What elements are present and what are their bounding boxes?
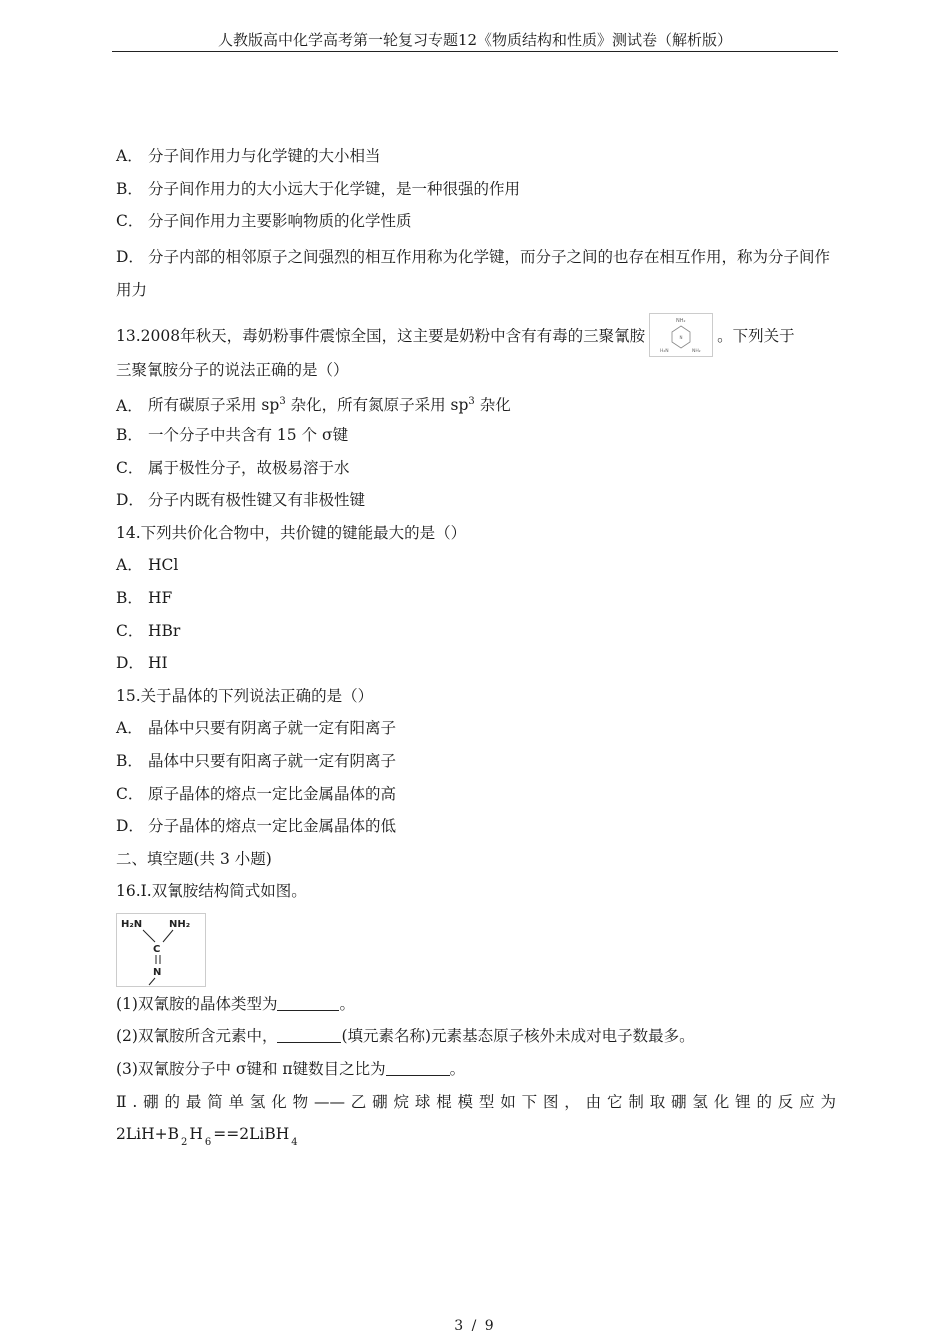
q13-option-b <box>116 422 836 455</box>
answer-blank <box>386 1061 450 1076</box>
q13-stem-tail: 。下列关于 <box>717 326 795 345</box>
option-text: 杂化 <box>474 396 511 415</box>
subscript: 2 <box>181 1137 188 1149</box>
q13-stem-text-2: 三聚氰胺分子的说法正确的是（） <box>116 360 349 379</box>
option-letter: B． <box>116 425 143 444</box>
page-number: 3 / 9 <box>454 1318 496 1334</box>
q16-part1 <box>116 991 836 1024</box>
option-text: 晶体中只要有阴离子就一定有阳离子 <box>148 719 397 738</box>
subscript: 6 <box>204 1137 212 1149</box>
option-letter: A． <box>116 556 143 575</box>
option-text: 分子间作用力的大小远大于化学键，是一种很强的作用 <box>148 179 521 198</box>
q12-option-a <box>116 143 836 176</box>
q15-stem <box>116 683 836 716</box>
q16-stem <box>116 878 836 911</box>
option-text: 一个分子中共含有 15 个 σ键 <box>148 425 349 444</box>
q13-stem-line2 <box>116 357 836 390</box>
q14-option-b <box>116 585 836 618</box>
option-letter: A． <box>116 147 143 165</box>
option-text: 晶体中只要有阳离子就一定有阴离子 <box>148 751 397 770</box>
q12-option-c <box>116 208 836 241</box>
question-text: (填元素名称)元素基态原子核外未成对电子数最多。 <box>341 1027 695 1046</box>
equation-text: H <box>189 1125 203 1144</box>
q14-option-c <box>116 618 836 651</box>
option-text: 分子内既有极性键又有非极性键 <box>148 491 366 510</box>
q13-option-a <box>116 389 836 422</box>
fig-label-c: C <box>153 943 161 955</box>
q12-option-d <box>116 241 836 307</box>
fig-label-nh2-top: NH₂ <box>676 317 686 324</box>
q16-part3 <box>116 1056 836 1089</box>
question-text: (3)双氰胺分子中 σ键和 π键数目之比为 <box>116 1060 386 1079</box>
option-letter: B． <box>116 751 143 770</box>
equation-text: 2LiH+B <box>116 1125 180 1144</box>
dicyandiamide-structure-figure <box>116 913 206 987</box>
header-divider <box>112 51 838 52</box>
option-letter: B． <box>116 179 143 198</box>
fig-label-h2n: H₂N <box>660 348 669 354</box>
q12-option-b <box>116 176 836 209</box>
q15-option-b <box>116 748 836 781</box>
option-letter: D． <box>116 654 144 673</box>
question-text: (1)双氰胺的晶体类型为 <box>116 994 278 1013</box>
option-text: 杂化，所有氮原子采用 sp <box>285 396 469 415</box>
superscript: 3 <box>468 396 475 408</box>
q13-option-c <box>116 455 836 488</box>
option-text: HF <box>148 588 173 607</box>
fig-label-nh2-right: NH₂ <box>692 348 701 354</box>
q15-option-c <box>116 781 836 814</box>
q13-stem-text: 13.2008年秋天，毒奶粉事件震惊全国，这主要是奶粉中含有有毒的三聚氰胺 <box>116 326 646 345</box>
option-letter: D． <box>116 491 144 510</box>
q16-part2 <box>116 1023 836 1056</box>
option-text: HI <box>148 654 168 673</box>
option-text: HBr <box>148 621 181 640</box>
answer-blank <box>277 1028 341 1043</box>
section-heading <box>116 846 836 879</box>
q14-option-a <box>116 552 836 585</box>
question-text: Ⅱ.硼的最简单氢化物——乙硼烷球棍模型如下图，由它制取硼氢化锂的反应为 <box>116 1092 836 1111</box>
option-letter: C． <box>116 784 144 803</box>
option-letter: C． <box>116 621 144 640</box>
q14-stem <box>116 520 836 553</box>
question-stem: 16.Ⅰ.双氰胺结构简式如图。 <box>116 882 307 901</box>
option-text: 原子晶体的熔点一定比金属晶体的高 <box>148 784 397 803</box>
fig-label-n: N <box>679 334 683 340</box>
option-text: 分子间作用力与化学键的大小相当 <box>148 147 381 165</box>
page-header-title: 人教版高中化学高考第一轮复习专题12《物质结构和性质》测试卷（解析版） <box>217 31 733 49</box>
option-letter: B． <box>116 588 143 607</box>
option-letter: D． <box>116 247 144 266</box>
question-stem: 15.关于晶体的下列说法正确的是（） <box>116 686 374 705</box>
q13-option-d <box>116 487 836 520</box>
q16-part4 <box>116 1089 836 1122</box>
document-body <box>116 143 836 1154</box>
question-text: 。 <box>449 1060 466 1079</box>
option-text: 分子间作用力主要影响物质的化学性质 <box>148 212 412 231</box>
melamine-structure-figure <box>649 313 713 357</box>
option-text: 属于极性分子，故极易溶于水 <box>148 458 350 477</box>
equation-text: ==2LiBH <box>213 1125 290 1144</box>
question-stem: 14.下列共价化合物中，共价键的键能最大的是（） <box>116 523 467 542</box>
option-letter: A． <box>116 719 143 738</box>
fig-label-n: N <box>153 966 162 978</box>
section-title: 二、填空题(共 3 小题) <box>116 849 272 868</box>
q15-option-d <box>116 813 836 846</box>
option-text: HCl <box>148 556 179 575</box>
answer-blank <box>277 996 339 1011</box>
option-text: 分子晶体的熔点一定比金属晶体的低 <box>148 817 397 836</box>
fig-label-h2n: H₂N <box>121 918 143 930</box>
option-text: 分子内部的相邻原子之间强烈的相互作用称为化学键，而分子之间的也存在相互作用，称为分子间作用力 <box>116 247 831 299</box>
option-letter: A． <box>116 396 143 415</box>
option-letter: C． <box>116 458 144 477</box>
question-text: (2)双氰胺所含元素中， <box>116 1027 278 1046</box>
q16-equation <box>116 1121 836 1154</box>
option-letter: D． <box>116 817 144 836</box>
subscript: 4 <box>291 1137 298 1149</box>
superscript: 3 <box>279 396 286 408</box>
option-letter: C． <box>116 212 144 231</box>
q14-option-d <box>116 650 836 683</box>
fig-label-nh2: NH₂ <box>169 918 191 930</box>
q15-option-a <box>116 715 836 748</box>
option-text: 所有碳原子采用 sp <box>148 396 280 415</box>
question-text: 。 <box>339 994 355 1013</box>
q13-stem-line1 <box>116 315 836 357</box>
